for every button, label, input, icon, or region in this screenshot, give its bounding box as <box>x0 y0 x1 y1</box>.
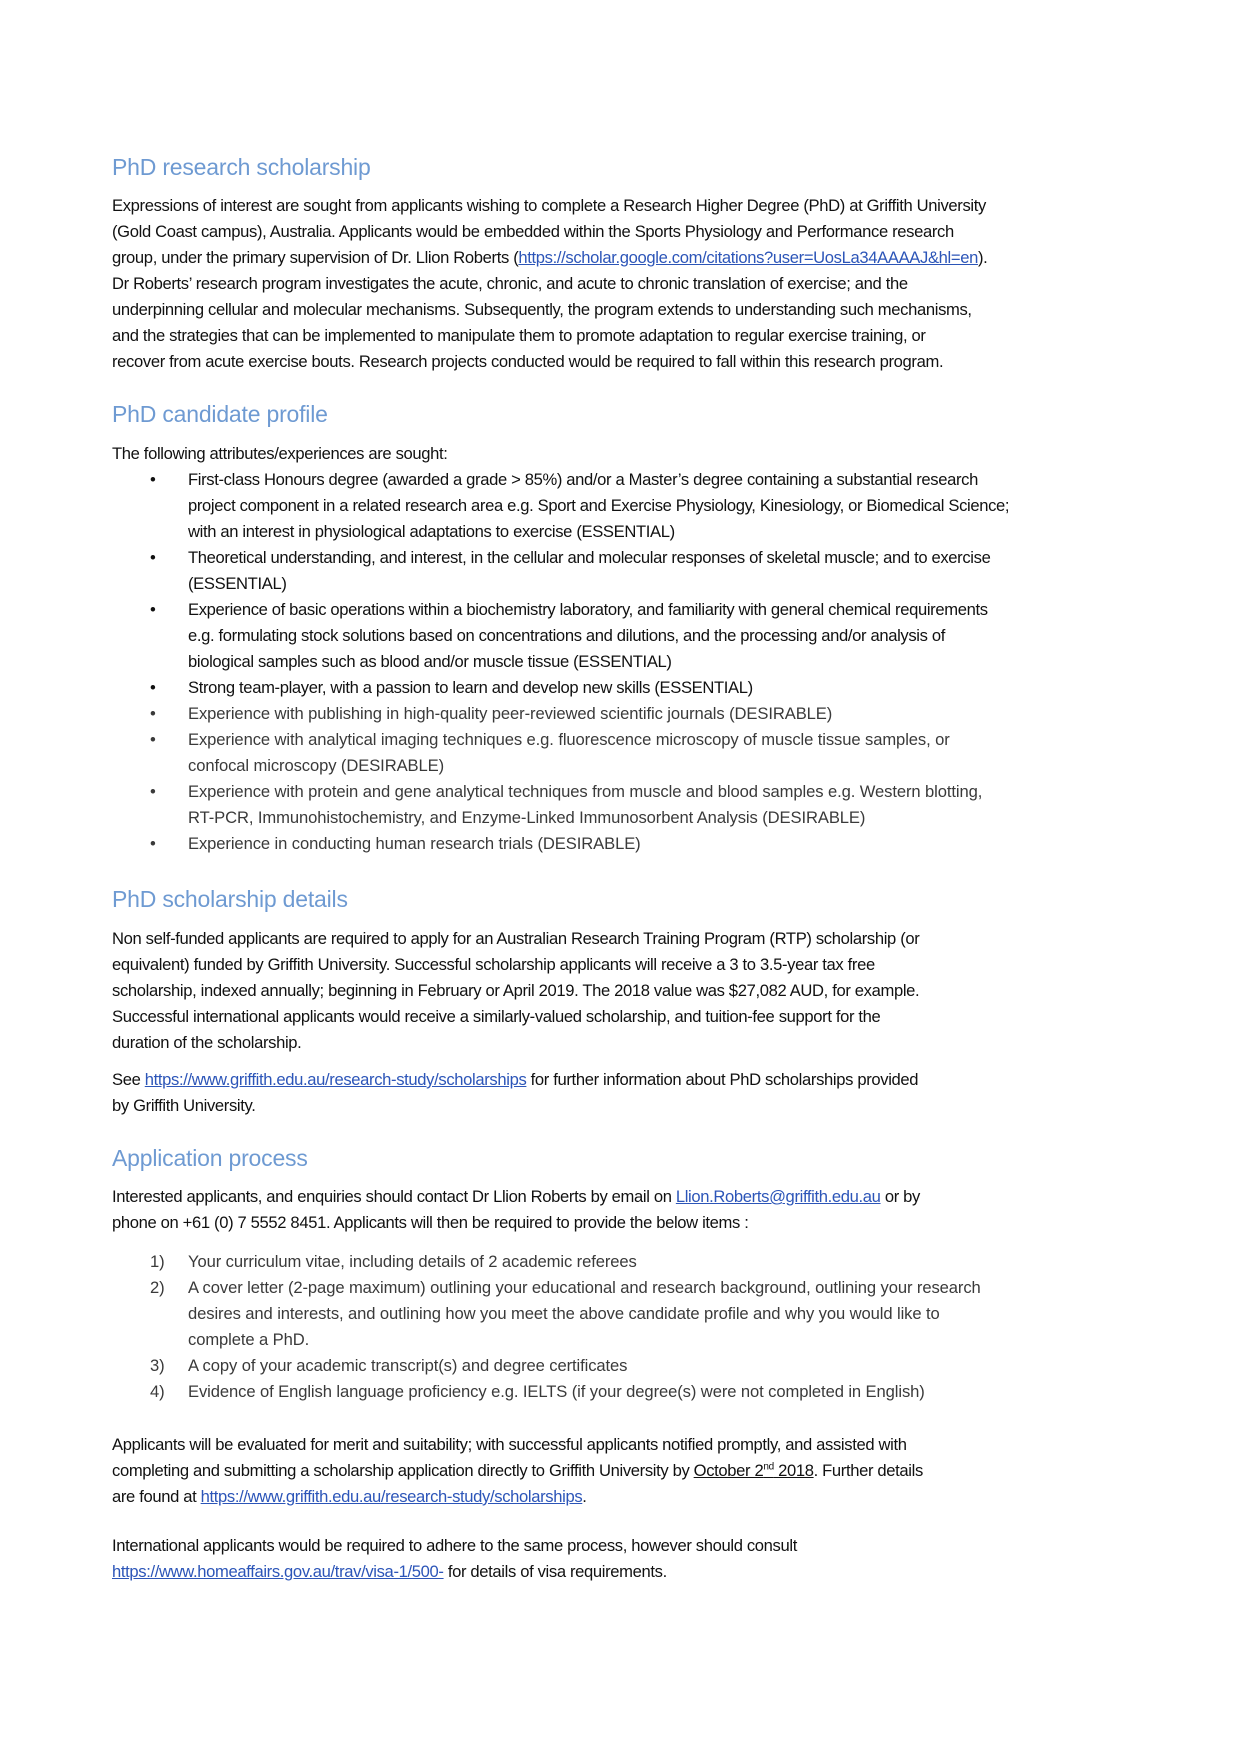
bullet-icon: • <box>150 704 156 723</box>
attribute-item <box>112 727 1142 779</box>
scholarships-link[interactable]: https://www.griffith.edu.au/research-study/scholarships <box>144 1070 527 1089</box>
text: 2018 <box>773 1461 814 1480</box>
item-number: 3) <box>150 1356 165 1375</box>
text-line: Expressions of interest are sought from applicants wishing to complete a Research Higher Degree (PhD) at Griffith University <box>112 196 986 215</box>
item-number: 1) <box>150 1252 165 1271</box>
text-line: Experience in conducting human research trials (DESIRABLE) <box>188 834 641 853</box>
heading-application-process: Application process <box>112 1145 308 1171</box>
text: completing and submitting a scholarship application directly to Griffith University by <box>112 1461 694 1480</box>
bullet-icon: • <box>150 600 156 619</box>
bullet-icon: • <box>150 730 156 749</box>
item-number: 2) <box>150 1278 165 1297</box>
attribute-item <box>112 545 1142 597</box>
text: . Further details <box>813 1461 923 1480</box>
scholarship-details-paragraph <box>112 926 1142 1056</box>
text-line: desires and interests, and outlining how you meet the above candidate profile and why you would like to <box>188 1304 940 1323</box>
text-line: International applicants would be required to adhere to the same process, however should consult <box>112 1536 797 1555</box>
text-line: Dr Roberts’ research program investigates the acute, chronic, and acute to chronic translation of exercise; and the <box>112 274 908 293</box>
required-item <box>112 1379 1142 1405</box>
text: are found at <box>112 1487 201 1506</box>
google-scholar-link[interactable]: https://scholar.google.com/citations?user=UosLa34AAAAJ&hl=en <box>518 248 978 267</box>
deadline-date <box>694 1461 814 1480</box>
attribute-item <box>112 779 1142 831</box>
text-line: equivalent) funded by Griffith University. Successful scholarship applicants will receive a 3 to 3.5-year tax free <box>112 955 875 974</box>
text: for details of visa requirements. <box>443 1562 667 1581</box>
text-line: Theoretical understanding, and interest, in the cellular and molecular responses of skeletal muscle; and to exercise <box>188 548 991 567</box>
heading-scholarship-details: PhD scholarship details <box>112 886 348 912</box>
text-line: duration of the scholarship. <box>112 1033 302 1052</box>
text-line <box>112 1559 1142 1585</box>
text-line: scholarship, indexed annually; beginning in February or April 2019. The 2018 value was $27,082 AUD, for example. <box>112 981 920 1000</box>
text-line: Applicants will be evaluated for merit and suitability; with successful applicants notified promptly, and assisted with <box>112 1435 907 1454</box>
heading-research-scholarship: PhD research scholarship <box>112 154 371 180</box>
attribute-item <box>112 701 1142 727</box>
research-scholarship-paragraph <box>112 193 1142 375</box>
text: October 2 <box>693 1461 764 1480</box>
required-item <box>112 1275 1142 1353</box>
text: Interested applicants, and enquiries should contact Dr Llion Roberts by email on <box>112 1187 676 1206</box>
text-line: phone on +61 (0) 7 5552 8451. Applicants will then be required to provide the below items : <box>112 1213 749 1232</box>
evaluation-paragraph <box>112 1432 1142 1510</box>
text-line: complete a PhD. <box>188 1330 310 1349</box>
bullet-icon: • <box>150 834 156 853</box>
text-line <box>112 1067 1142 1093</box>
text-line: with an interest in physiological adaptations to exercise (ESSENTIAL) <box>188 522 675 541</box>
text: for further information about PhD scholarships provided <box>526 1070 919 1089</box>
text-line: project component in a related research area e.g. Sport and Exercise Physiology, Kinesiology, or Biomedical Science; <box>188 496 1010 515</box>
ordinal-suffix: nd <box>763 1461 774 1473</box>
required-item <box>112 1249 1142 1275</box>
text-line: (ESSENTIAL) <box>188 574 287 593</box>
text-line: Experience with analytical imaging techniques e.g. fluorescence microscopy of muscle tissue samples, or <box>188 730 950 749</box>
text-line: Your curriculum vitae, including details of 2 academic referees <box>188 1252 637 1271</box>
text-line: Experience of basic operations within a biochemistry laboratory, and familiarity with general chemical requirements <box>188 600 988 619</box>
attributes-list <box>112 467 1142 857</box>
visa-link[interactable]: https://www.homeaffairs.gov.au/trav/visa-1/500- <box>112 1562 444 1581</box>
text-line: e.g. formulating stock solutions based on concentrations and dilutions, and the processing and/or analysis of <box>188 626 945 645</box>
text-line <box>112 1184 1142 1210</box>
candidate-profile-section <box>112 441 1142 857</box>
text: See <box>112 1070 145 1089</box>
text-line <box>112 245 1142 271</box>
text-line: Experience with publishing in high-quality peer-reviewed scientific journals (DESIRABLE) <box>188 704 833 723</box>
bullet-icon: • <box>150 470 156 489</box>
international-paragraph <box>112 1533 1142 1585</box>
text-line: RT-PCR, Immunohistochemistry, and Enzyme-Linked Immunosorbent Analysis (DESIRABLE) <box>188 808 866 827</box>
attribute-item <box>112 675 1142 701</box>
text-line: by Griffith University. <box>112 1096 256 1115</box>
text: . <box>582 1487 587 1506</box>
attribute-item <box>112 597 1142 675</box>
intro-text: The following attributes/experiences are sought: <box>112 444 448 463</box>
attribute-item <box>112 467 1142 545</box>
required-item <box>112 1353 1142 1379</box>
bullet-icon: • <box>150 548 156 567</box>
bullet-icon: • <box>150 782 156 801</box>
text: or by <box>880 1187 920 1206</box>
attribute-item <box>112 831 1142 857</box>
text-line: Non self-funded applicants are required to apply for an Australian Research Training Program (RTP) scholarship (or <box>112 929 920 948</box>
text-line: Experience with protein and gene analytical techniques from muscle and blood samples e.g. Western blotting, <box>188 782 983 801</box>
contact-paragraph <box>112 1184 1142 1236</box>
see-scholarships-paragraph <box>112 1067 1142 1119</box>
text: group, under the primary supervision of Dr. Llion Roberts ( <box>112 248 519 267</box>
text-line: (Gold Coast campus), Australia. Applicants would be embedded within the Sports Physiology and Performance research <box>112 222 954 241</box>
required-items-list <box>112 1249 1142 1405</box>
text-line: underpinning cellular and molecular mechanisms. Subsequently, the program extends to understanding such mechanisms, <box>112 300 972 319</box>
text-line: Strong team-player, with a passion to learn and develop new skills (ESSENTIAL) <box>188 678 753 697</box>
email-link[interactable]: Llion.Roberts@griffith.edu.au <box>675 1187 881 1206</box>
text-line: First-class Honours degree (awarded a grade > 85%) and/or a Master’s degree containing a substantial research <box>188 470 978 489</box>
text-line: Evidence of English language proficiency e.g. IELTS (if your degree(s) were not completed in English) <box>188 1382 925 1401</box>
text-line <box>112 1458 1142 1484</box>
text-line: and the strategies that can be implemented to manipulate them to promote adaptation to regular exercise training, or <box>112 326 926 345</box>
heading-candidate-profile: PhD candidate profile <box>112 401 328 427</box>
item-number: 4) <box>150 1382 165 1401</box>
text-line: recover from acute exercise bouts. Research projects conducted would be required to fall within this research program. <box>112 352 944 371</box>
text: ). <box>977 248 988 267</box>
text-line <box>112 1484 1142 1510</box>
text-line: A copy of your academic transcript(s) and degree certificates <box>188 1356 628 1375</box>
bullet-icon: • <box>150 678 156 697</box>
text-line: confocal microscopy (DESIRABLE) <box>188 756 445 775</box>
text-line: A cover letter (2-page maximum) outlining your educational and research background, outlining your research <box>188 1278 981 1297</box>
text-line: biological samples such as blood and/or muscle tissue (ESSENTIAL) <box>188 652 672 671</box>
scholarships-link-2[interactable]: https://www.griffith.edu.au/research-study/scholarships <box>200 1487 583 1506</box>
text-line: Successful international applicants would receive a similarly-valued scholarship, and tuition-fee support for the <box>112 1007 881 1026</box>
